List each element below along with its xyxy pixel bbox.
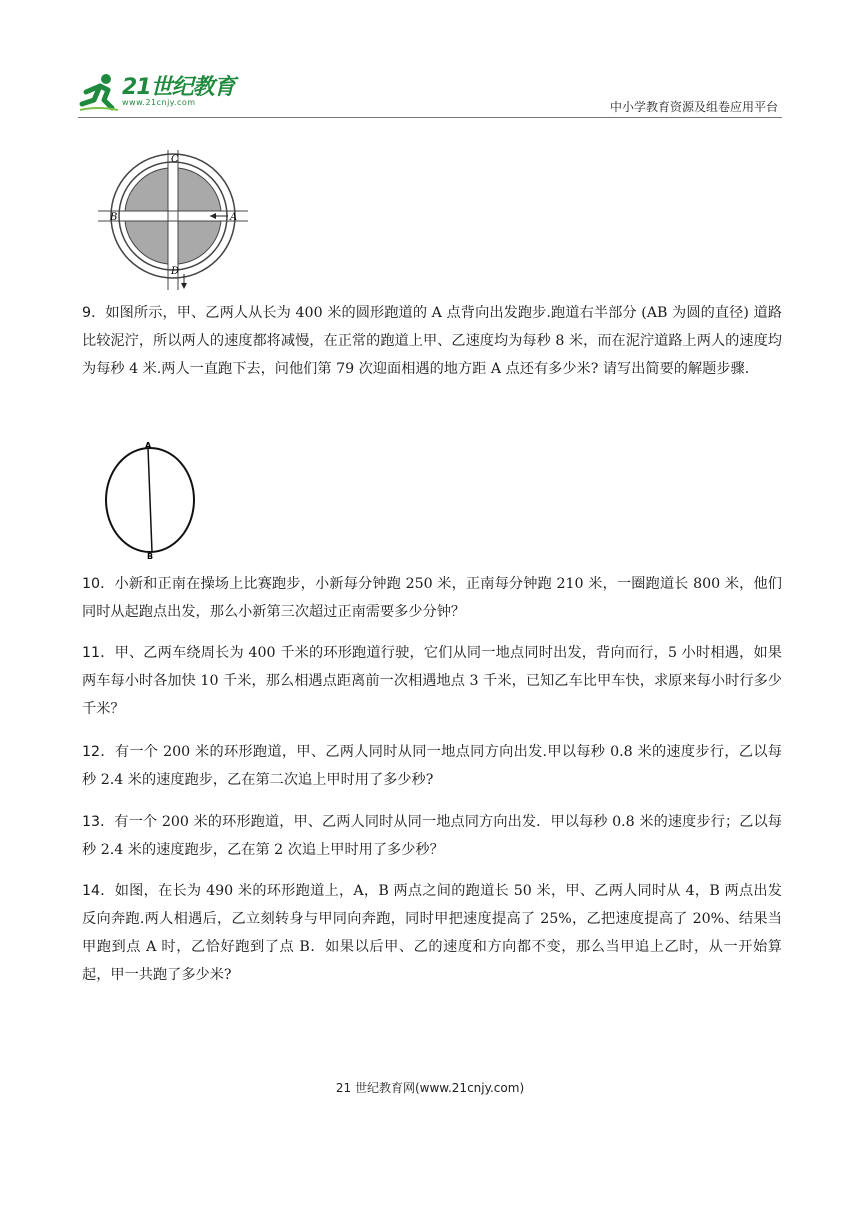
question-9: 9．如图所示，甲、乙两人从长为 400 米的圆形跑道的 A 点背向出发跑步.跑道右半部分 (AB 为圆的直径) 道路比较泥泞，所以两人的速度都将减慢，在正常的跑道上甲、乙速度均为每秒 8 米，而在泥泞道路上两人的速度均为每秒 4 米.两人一直跑下去，问他们第 79 次迎面相遇的地方距 A 点还有多少米? 请写出简要的解题步骤.: [82, 305, 782, 377]
circle-diameter-figure: [100, 440, 210, 560]
question-11: 11．甲、乙两车绕周长为 400 千米的环形跑道行驶，它们从同一地点同时出发，背向而行，5 小时相遇，如果两车每小时各加快 10 千米，那么相遇点距离前一次相遇地点 3 千米，已知乙车比甲车快，求原来每小时行多少千米？: [82, 645, 782, 717]
label-d: D: [171, 266, 180, 277]
site-logo: [78, 70, 248, 116]
header-divider: [78, 117, 782, 118]
label-a: A: [230, 212, 238, 223]
question-14: 14．如图，在长为 490 米的环形跑道上，A，B 两点之间的跑道长 50 米，甲、乙两人同时从 4，B 两点出发反向奔跑.两人相遇后，乙立刻转身与甲同向奔跑，同时甲把速度提高了 25%，乙把速度提高了 20%、结果当甲跑到点 A 时，乙恰好跑到了点 B．如果以后甲、乙的速度和方向都不变，那么当甲追上乙时，从一开始算起，甲一共跑了多少米?: [82, 883, 782, 983]
question-10: 10．小新和正南在操场上比赛跑步，小新每分钟跑 250 米，正南每分钟跑 210 米，一圈跑道长 800 米，他们同时从起跑点出发，那么小新第三次超过正南需要多少分钟？: [82, 576, 782, 620]
label-a-top: A: [145, 441, 152, 450]
question-13: 13．有一个 200 米的环形跑道，甲、乙两人同时从同一地点同方向出发．甲以每秒 0.8 米的速度步行；乙以每秒 2.4 米的速度跑步，乙在第 2 次追上甲时用了多少秒？: [82, 814, 782, 858]
runner-icon: [78, 70, 122, 114]
label-b-bottom: B: [147, 552, 154, 560]
question-12: 12．有一个 200 米的环形跑道，甲、乙两人同时从同一地点同方向出发.甲以每秒 0.8 米的速度步行，乙以每秒 2.4 米的速度跑步，乙在第二次追上甲时用了多少秒?: [82, 744, 782, 788]
page-footer: 21 世纪教育网(www.21cnjy.com): [335, 1081, 525, 1095]
logo-text: 21世纪教育: [122, 75, 235, 100]
track-cross-figure: [98, 150, 248, 290]
label-b: B: [110, 212, 118, 223]
label-c: C: [171, 154, 179, 165]
platform-name: 中小学教育资源及组卷应用平台: [609, 100, 778, 114]
logo-url: www.21cnjy.com: [122, 98, 196, 107]
